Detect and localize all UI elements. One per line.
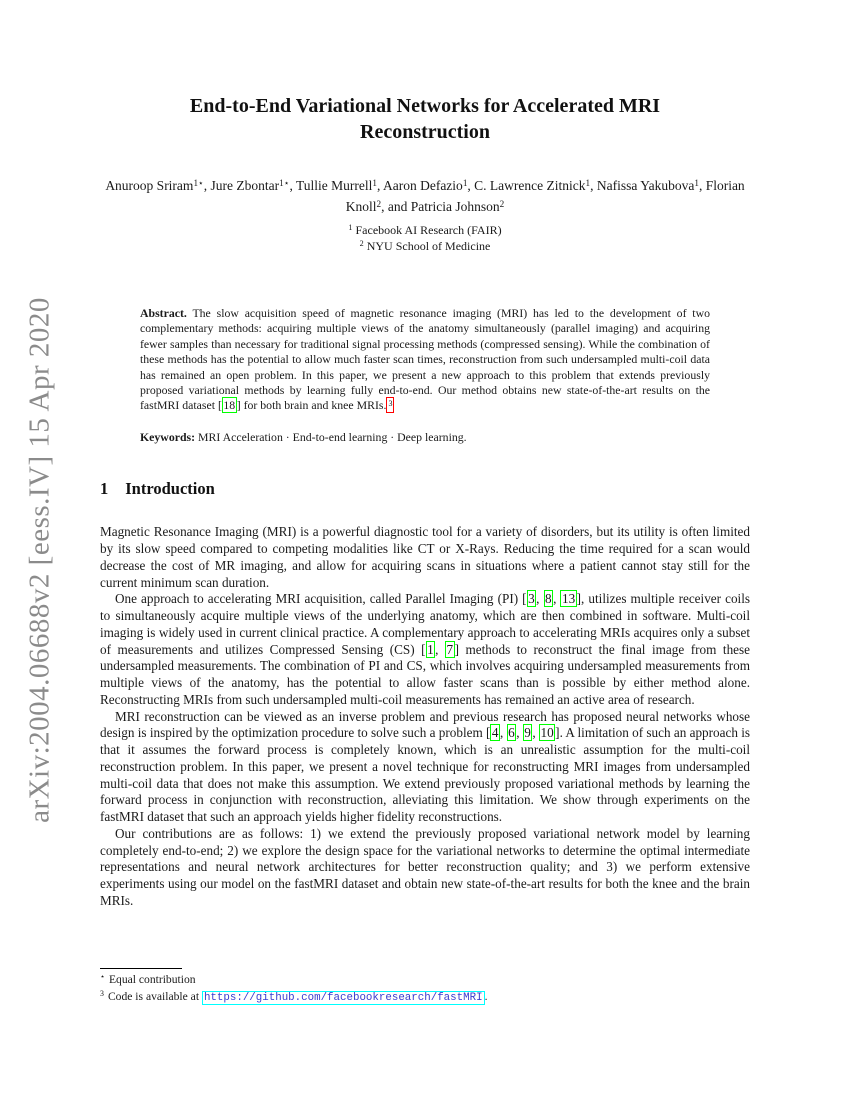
- author-name: Jure Zbontar$^{1⋆}$: [210, 177, 290, 193]
- arxiv-watermark: arXiv:2004.06688v2 [eess.IV] 15 Apr 2020: [23, 297, 56, 823]
- citation-link[interactable]: 13: [561, 591, 576, 607]
- keywords-line: [140, 430, 710, 445]
- section-heading-introduction: [100, 479, 750, 499]
- body-paragraph: MRI reconstruction can be viewed as an inverse problem and previous research has proposed neural networks whose design is inspired by the optimization procedure to solve such a problem [ 4 , 6 , 9 , 10 ]. A limitation of such an approach is that it assumes the forward process is completely known, which is an unrealistic assumption for the multi-coil reconstruction problem. In this paper, we present a novel technique for reconstructing MRI images from undersampled multi-coil data that does not make this assumption. We extend previously proposed variational methods by learning the forward process in conjunction with reconstruction, alleviating this limitation. We show through experiments on the fastMRI dataset that such an approach yields higher fidelity reconstructions.: [100, 708, 751, 824]
- author-name: Anuroop Sriram$^{1⋆}$: [105, 177, 204, 193]
- citation-link[interactable]: 4: [491, 725, 499, 741]
- citation-link[interactable]: 7: [446, 641, 454, 657]
- url-link[interactable]: https://github.com/facebookresearch/fastMRI: [203, 991, 483, 1004]
- author-name: Tullie Murrell$^1$: [295, 177, 377, 193]
- author-name: Nafissa Yakubova$^1$: [596, 177, 699, 193]
- section-number: 1: [100, 479, 109, 499]
- body-paragraph: Magnetic Resonance Imaging (MRI) is a powerful diagnostic tool for a variety of disorders, but its utility is often limited by its slow speed compared to competing modalities like CT or X-Rays. Reducing the time required for a scan would decrease the cost of MR imaging, and allow for acquiring scans in situations where a patient cannot stay still for the current minimum scan duration.: [100, 524, 750, 590]
- body-paragraph: Our contributions are as follows: 1) we extend the previously proposed variational network model by learning completely end-to-end; 2) we explore the design space for the variational networks to determine the optimal intermediate representations and neural network architectures for better reconstruction quality; and 3) we perform extensive experiments using our model on the fastMRI dataset and obtain new state-of-the-art results for both the knee and the brain MRIs.: [100, 825, 750, 908]
- affiliation: $^1$ Facebook AI Research (FAIR): [348, 223, 502, 237]
- author-name: C. Lawrence Zitnick$^1$: [474, 177, 591, 193]
- author-name: Florian Knoll$^2$: [345, 178, 745, 214]
- footnote: $^3$ Code is available at https://github.com/facebookresearch/fastMRI .: [100, 988, 488, 1004]
- citation-link[interactable]: 10: [540, 725, 554, 741]
- author-name: Patricia Johnson$^2$: [410, 198, 505, 214]
- author-list: Anuroop Sriram$^{1⋆}$, Jure Zbontar$^{1⋆}$, Tullie Murrell$^1$, Aaron Defazio$^1$, C. Lawrence Zitnick$^1$, Nafissa Yakubova$^1$, Florian Knoll$^2$, and Patricia Johnson$^2$: [105, 177, 745, 214]
- footnote-ref-link[interactable]: 3: [386, 397, 394, 413]
- citation-link[interactable]: 9: [524, 725, 531, 741]
- footnotes: [100, 972, 750, 1006]
- abstract-label: Abstract.: [140, 306, 187, 320]
- abstract-text: The slow acquisition speed of magnetic resonance imaging (MRI) has led to the development of two complementary methods: acquiring multiple views of the anatomy simultaneously (parallel imaging) and acquiring fewer samples than necessary for traditional signal processing methods (compressed sensing). While the combination of these methods has the potential to allow much faster scan times, reconstruction from such undersampled multi-coil data has remained an open problem. In this paper, we present a new approach to this problem that extends previously proposed variational methods by learning fully end-to-end. Our method obtains new state-of-the-art results on the fastMRI dataset [ 18 ] for both brain and knee MRIs. $^3$: [140, 306, 710, 413]
- author-name: Aaron Defazio$^1$: [382, 177, 468, 193]
- affiliation-list: [100, 223, 750, 254]
- footnote-rule: [100, 968, 182, 969]
- section-title: Introduction: [125, 479, 215, 499]
- paper-title: End-to-End Variational Networks for Accelerated MRI Reconstruction: [189, 95, 661, 143]
- citation-link[interactable]: 6: [508, 725, 515, 741]
- keywords-label: Keywords:: [140, 429, 196, 444]
- abstract: [140, 306, 710, 414]
- citation-link[interactable]: 1: [427, 641, 434, 657]
- affiliation: $^2$ NYU School of Medicine: [359, 238, 491, 253]
- body-paragraph: One approach to accelerating MRI acquisition, called Parallel Imaging (PI) [ 3 , 8 , 13 ], utilizes multiple receiver coils to simultaneously acquire multiple views of the underlying anatomy, which are then combined in software. Multi-coil imaging is widely used in current clinical practice. A complementary approach to accelerating MRIs acquires only a subset of measurements and utilizes Compressed Sensing (CS) [ 1 , 7 ] methods to reconstruct the final image from these undersampled measurements. The combination of PI and CS, which involves acquiring undersampled measurements from multiple views of the anatomy, has the potential to allow faster scans than is possible by either method alone. Reconstructing MRIs from such undersampled multi-coil measurements has remained an active area of research.: [100, 591, 751, 707]
- keywords-text: MRI Acceleration · End-to-end learning · Deep learning.: [198, 429, 467, 444]
- citation-link[interactable]: 3: [528, 591, 535, 607]
- content-column: [100, 93, 750, 910]
- introduction-body: [100, 524, 750, 909]
- footnote: ⋆ Equal contribution: [100, 972, 196, 986]
- citation-link[interactable]: 18: [223, 398, 236, 413]
- citation-link[interactable]: 8: [545, 591, 552, 607]
